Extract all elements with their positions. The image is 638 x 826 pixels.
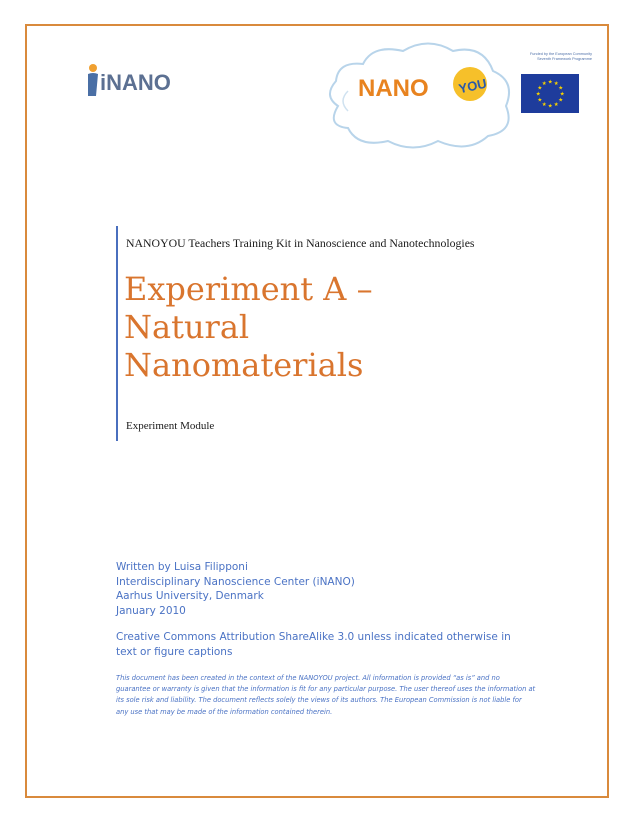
eu-star-icon: ★ (547, 79, 553, 86)
experiment-title-line3: Nanomaterials (124, 346, 364, 384)
kit-title: NANOYOU Teachers Training Kit in Nanoscience and Nanotechnologies (126, 236, 475, 250)
eu-star-icon: ★ (553, 101, 559, 108)
inano-logo (84, 60, 184, 100)
eu-caption-line1: Funded by the European Community (529, 52, 592, 56)
eu-star-icon: ★ (559, 91, 565, 98)
eu-star-icon: ★ (541, 81, 547, 88)
author-block (116, 560, 536, 618)
eu-star-icon: ★ (537, 97, 543, 104)
experiment-title-line2: Natural (124, 308, 250, 346)
eu-funding-block (512, 52, 592, 112)
author-name: Written by Luisa Filipponi (116, 561, 248, 573)
eu-star-icon: ★ (553, 81, 559, 88)
experiment-title (124, 270, 464, 384)
eu-flag-icon (521, 74, 579, 113)
nanoyou-logo-text: NANO (358, 75, 429, 102)
author-university: Aarhus University, Denmark (116, 590, 264, 603)
title-accent-bar (116, 226, 118, 441)
eu-star-icon: ★ (547, 103, 553, 110)
eu-star-icon: ★ (537, 85, 543, 92)
eu-star-icon: ★ (541, 101, 547, 108)
experiment-title-line1: Experiment A – (124, 270, 373, 308)
nanoyou-logo (318, 36, 518, 156)
inano-logo-text: iNANO (100, 70, 171, 95)
license-text: Creative Commons Attribution ShareAlike 3.0 unless indicated otherwise in text or figure captions (116, 631, 511, 658)
module-label: Experiment Module (126, 420, 215, 432)
svg-text:YOU: YOU (457, 75, 488, 97)
eu-star-icon: ★ (535, 91, 541, 98)
eu-star-icon: ★ (558, 85, 564, 92)
eu-caption-line2: Seventh Framework Programme (537, 57, 592, 61)
disclaimer-text: This document has been created in the context of the NANOYOU project. All information is provided “as is” and no guarantee or warranty is given that the information is fit for any particular purpose. The user thereof uses the information at its sole risk and liability. The document reflects solely the views of its authors. The European Commission is not liable for any use that may be made of the information contained therein. (116, 674, 536, 716)
author-date: January 2010 (116, 604, 186, 617)
eu-caption (512, 52, 592, 62)
eu-star-icon: ★ (558, 97, 564, 104)
author-institution: Interdisciplinary Nanoscience Center (iNANO) (116, 575, 355, 588)
